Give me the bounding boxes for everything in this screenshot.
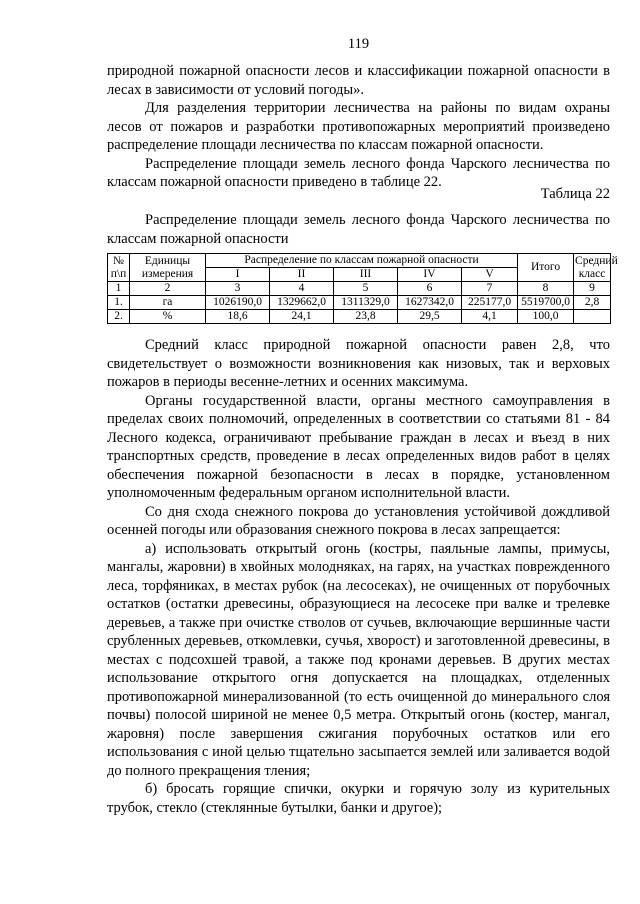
intro-text <box>107 62 610 192</box>
body-text <box>107 336 610 817</box>
table-cell: 2 <box>130 282 206 296</box>
table-cell: 225177,0 <box>462 296 518 310</box>
paragraph: Со дня схода снежного покрова до установления устойчивой дождливой осенней погоды или образования снежного покрова в лесах запрещается: <box>107 503 610 538</box>
table-cell: га <box>130 296 206 310</box>
header-total: Итого <box>518 254 574 282</box>
table-caption: Распределение площади земель лесного фонда Чарского лесничества по классам пожарной опасности <box>107 212 610 247</box>
table-cell: 9 <box>574 282 611 296</box>
table-cell: 3 <box>206 282 270 296</box>
table-cell: 18,6 <box>206 310 270 324</box>
paragraph: природной пожарной опасности лесов и классификации пожарной опасности в лесах в зависимости от условий погоды». <box>107 63 610 98</box>
table-cell <box>574 310 611 324</box>
table-cell: 4 <box>270 282 334 296</box>
header-class-group: Распределение по классам пожарной опасности <box>206 254 518 268</box>
table-cell: 6 <box>398 282 462 296</box>
page-number: 119 <box>347 36 370 52</box>
header-class: IV <box>398 268 462 282</box>
paragraph: Для разделения территории лесничества на районы по видам охраны лесов от пожаров и разработки противопожарных мероприятий произведено распределение площади лесничества по классам пожарной опасности. <box>107 100 610 153</box>
fire-class-table <box>107 253 618 324</box>
paragraph: б) бросать горящие спички, окурки и горячую золу из курительных трубок, стекло (стеклянные бутылки, банки и другое); <box>107 781 610 816</box>
table-cell: 1026190,0 <box>206 296 270 310</box>
table-cell: 1311329,0 <box>334 296 398 310</box>
header-average: Средний класс <box>575 254 618 280</box>
header-class: II <box>270 268 334 282</box>
header-class: III <box>334 268 398 282</box>
table-header-row <box>108 254 611 268</box>
table-cell: 4,1 <box>462 310 518 324</box>
paragraph: а) использовать открытый огонь (костры, паяльные лампы, примусы, мангалы, жаровни) в хвойных молодняках, на гарях, на участках поврежденного леса, торфяниках, в местах рубок (на лесосеках), не очищенных от порубочных остатков (остатки древесины, образующиеся на лесосеке при валке и трелевке деревьев, а также при очистке стволов от сучьев, включающие вершинные части срубленных деревьев, откомлевки, сучья, хворост) и заготовленной древесины, в местах с подсохшей травой, а также под кронами деревьев. В других местах использование открытого огня допускается на площадках, отделенных противопожарной минерализованной (то есть очищенной до минерального слоя почвы) полосой шириной не менее 0,5 метра. Открытый огонь (костер, мангал, жаровня) после завершения сжигания порубочных остатков или его использования с иной целью тщательно засыпается землей или заливается водой до полного прекращения тления; <box>107 540 610 779</box>
paragraph: Средний класс природной пожарной опасности равен 2,8, что свидетельствует о возможности возникновения как низовых, так и верховых пожаров в периоды весенне-летних и осенних максимума. <box>107 337 610 390</box>
table-cell: 100,0 <box>518 310 574 324</box>
table-cell: 2,8 <box>574 296 611 310</box>
table-cell: 23,8 <box>334 310 398 324</box>
table-index-row <box>108 282 611 296</box>
table-cell: 2. <box>108 310 130 324</box>
table-cell: 5 <box>334 282 398 296</box>
table-cell: 1. <box>108 296 130 310</box>
header-class: V <box>462 268 518 282</box>
table-row <box>108 296 611 310</box>
table-cell: 1627342,0 <box>398 296 462 310</box>
table-cell: 29,5 <box>398 310 462 324</box>
table-cell: % <box>130 310 206 324</box>
table-cell: 1329662,0 <box>270 296 334 310</box>
table-cell: 7 <box>462 282 518 296</box>
table-cell: 1 <box>108 282 130 296</box>
table-cell: 24,1 <box>270 310 334 324</box>
table-cell: 5519700,0 <box>518 296 574 310</box>
paragraph: Органы государственной власти, органы местного самоуправления в пределах своих полномочий, определенных в соответствии со статьями 81 - 84 Лесного кодекса, ограничивают пребывание граждан в лесах и въезд в них транспортных средств, проведение в лесах определенных видов работ в целях обеспечения пожарной безопасности в лесах в порядке, установленном уполномоченным федеральным органом исполнительной власти. <box>107 392 610 501</box>
header-number: № п\п <box>108 254 130 282</box>
table-label: Таблица 22 <box>540 186 610 202</box>
paragraph: Распределение площади земель лесного фонда Чарского лесничества по классам пожарной опасности приведено в таблице 22. <box>107 155 610 190</box>
table-row <box>108 310 611 324</box>
header-unit: Единицы измерения <box>130 254 206 282</box>
table-cell: 8 <box>518 282 574 296</box>
header-class: I <box>206 268 270 282</box>
